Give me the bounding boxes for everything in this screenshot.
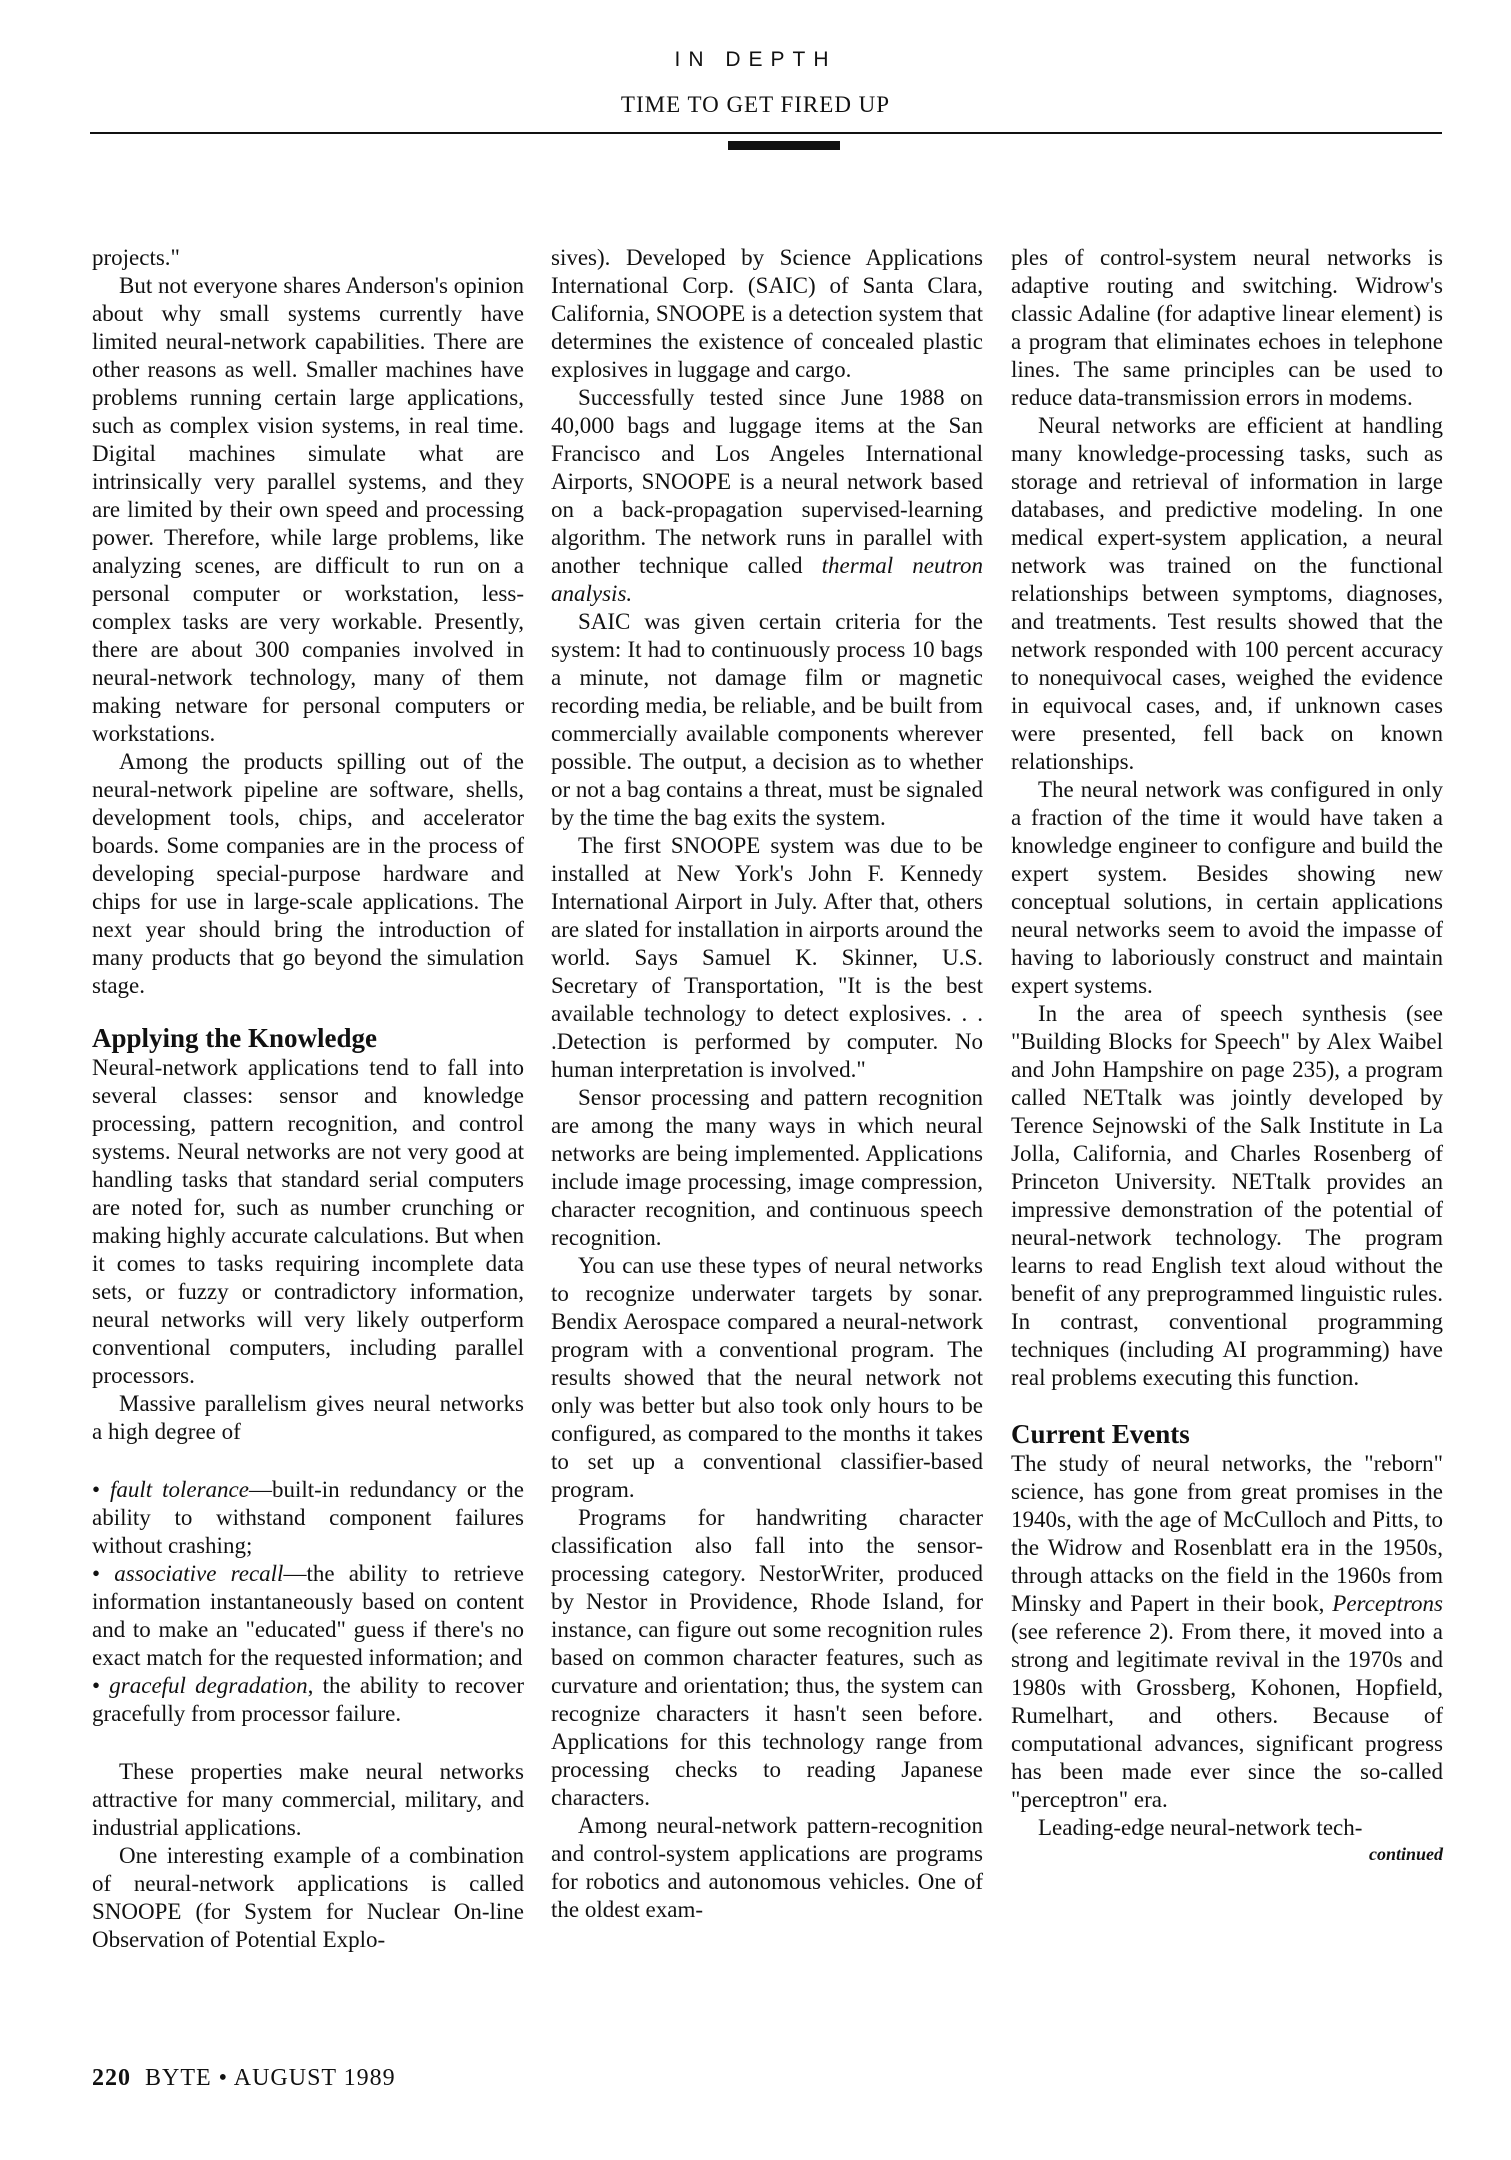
book-title: Perceptrons [1332,1591,1443,1616]
spacer [92,1446,524,1476]
paragraph: Programs for handwriting character classification also fall into the sensor-processing category. NestorWriter, produced by Nestor in Providence, Rhode Island, for instance, can figure out some recognition rules based on common character features, such as curvature and orientation; thus, the system can recognize characters it hasn't seen before. Applications for this technology range from processing checks to reading Japanese characters. [551,1505,983,1810]
bullet-text: , the ability to recover gracefully from processor failure. [92,1673,525,1726]
header-rule-accent [728,141,840,150]
bullet-term: associative recall [114,1561,284,1586]
page-header [0,0,1511,160]
paragraph: One interesting example of a combination of neural-network applications is called SNOOPE (for System for Nuclear On-line Observation of Potential Explo- [92,1843,524,1952]
page-footer [92,2065,396,2092]
paragraph: ples of control-system neural networks is adaptive routing and switching. Widrow's classic Adaline (for adaptive linear element) is a program that eliminates echoes in telephone lines. The same principles can be used to reduce data-transmission errors in modems. [1011,245,1443,410]
bullet-term: fault tolerance [109,1477,249,1502]
column-2 [551,244,983,1924]
paragraph: Massive parallelism gives neural networks a high degree of [92,1391,524,1444]
paragraph: The neural network was configured in only a fraction of the time it would have taken a knowledge engineer to configure and build the expert system. Besides showing new conceptual solutions, in certain applications neural networks seem to avoid the impasse of having to laboriously construct and maintain expert systems. [1011,777,1443,998]
section-heading: Applying the Knowledge [92,1023,378,1053]
column-3 [1011,244,1443,1866]
section-heading: Current Events [1011,1419,1190,1449]
paragraph: sives). Developed by Science Applications International Corp. (SAIC) of Santa Clara, California, SNOOPE is a detection system that determines the existence of concealed plastic explosives in luggage and cargo. [551,245,983,382]
page-number: 220 [92,2065,131,2091]
publication-info: BYTE • AUGUST 1989 [145,2065,396,2091]
header-rule [90,132,1442,134]
paragraph: These properties make neural networks attractive for many commercial, military, and industrial applications. [92,1759,524,1840]
section-kicker: IN DEPTH [674,48,837,71]
paragraph: You can use these types of neural networks to recognize underwater targets by sonar. Bendix Aerospace compared a neural-network program with a conventional program. The results showed that the neural network not only was better but also took only hours to be configured, as compared to the months it takes to set up a conventional classifier-based program. [551,1253,983,1502]
paragraph: Leading-edge neural-network tech- [1038,1815,1363,1840]
bullet-text: —built-in redundancy or the ability to withstand component failures without crashing; [92,1477,524,1558]
paragraph-text: Successfully tested since June 1988 on 40,000 bags and luggage items at the San Francisco and Los Angeles International Airports, SNOOPE is a neural network based on a back-propagation supervised-learning algorithm. The network runs in parallel with another technique called [551,385,983,578]
continued-label: continued [1368,1844,1443,1864]
italic-term: thermal neutron analysis. [551,553,984,606]
spacer [92,1728,524,1758]
paragraph [551,384,983,608]
bullet-item: • graceful degradation, the ability to recover gracefully from processor failure. [92,1673,525,1726]
bullet-term: graceful degradation [109,1673,308,1698]
bullet-item: • associative recall—the ability to retrieve information instantaneously based on content and to make an "educated" guess if there's no exact match for the requested information; and [92,1561,524,1670]
paragraph: Neural networks are efficient at handling many knowledge-processing tasks, such as storage and retrieval of information in large databases, and predictive modeling. In one medical expert-system application, a neural network was trained on the functional relationships between symptoms, diagnoses, and treatments. Test results showed that the network responded with 100 percent accuracy to nonequivocal cases, weighed the evidence in equivocal cases, and, if unknown cases were presented, fell back on known relationships. [1011,413,1443,774]
paragraph: The first SNOOPE system was due to be installed at New York's John F. Kennedy International Airport in July. After that, others are slated for installation in airports around the world. Says Samuel K. Skinner, U.S. Secretary of Transportation, "It is the best available technology to detect explosives. . . .Detection is performed by computer. No human interpretation is involved." [551,833,983,1082]
paragraph: SAIC was given certain criteria for the system: It had to continuously process 10 bags a minute, not damage film or magnetic recording media, be reliable, and be built from commercially available components wherever possible. The output, a decision as to whether or not a bag contains a threat, must be signaled by the time the bag exits the system. [551,609,983,830]
paragraph: Among neural-network pattern-recognition and control-system applications are programs for robotics and autonomous vehicles. One of the oldest exam- [551,1813,983,1922]
column-1 [92,244,524,1954]
paragraph: But not everyone shares Anderson's opinion about why small systems currently have limited neural-network capabilities. There are other reasons as well. Smaller machines have problems running certain large applications, such as complex vision systems, in real time. Digital machines simulate what are intrinsically very parallel systems, and they are limited by their own speed and processing power. Therefore, while large problems, like analyzing scenes, are difficult to run on a personal computer or workstation, less-complex tasks are very workable. Presently, there are about 300 companies involved in neural-network technology, many of them making netware for personal computers or workstations. [92,273,524,746]
paragraph: Neural-network applications tend to fall into several classes: sensor and knowledge processing, pattern recognition, and control systems. Neural networks are not very good at handling tasks that standard serial computers are noted for, such as number crunching or making highly accurate calculations. But when it comes to tasks requiring incomplete data sets, or fuzzy or contradictory information, neural networks will very likely outperform conventional computers, including parallel processors. [92,1055,524,1388]
bullet-text: —the ability to retrieve information instantaneously based on content and to make an "educated" guess if there's no exact match for the requested information; and [92,1561,524,1670]
paragraph: Among the products spilling out of the neural-network pipeline are software, shells, development tools, chips, and accelerator boards. Some companies are in the process of developing special-purpose hardware and chips for use in large-scale applications. The next year should bring the introduction of many products that go beyond the simulation stage. [92,749,524,998]
running-title: TIME TO GET FIRED UP [620,92,891,117]
paragraph: projects." [92,245,180,270]
paragraph-text: (see reference 2). From there, it moved into a strong and legitimate revival in the 1970s and 1980s with Grossberg, Kohonen, Hopfield, Rumelhart, and others. Because of computational advances, significant progress has been made ever since the so-called "perceptron" era. [1011,1619,1443,1812]
paragraph-text: The study of neural networks, the "reborn" science, has gone from great promises in the 1940s, with the age of McCulloch and Pitts, to the Widrow and Rosenblatt era in the 1950s, through attacks on the field in the 1960s from Minsky and Papert in their book, [1011,1451,1443,1616]
paragraph [1011,1450,1443,1814]
paragraph: In the area of speech synthesis (see "Building Blocks for Speech" by Alex Waibel and John Hampshire on page 235), a program called NETtalk was jointly developed by Terence Sejnowski of the Salk Institute in La Jolla, California, and Charles Rosenberg of Princeton University. NETtalk provides an impressive demonstration of the potential of neural-network technology. The program learns to read English text aloud without the benefit of any preprogrammed linguistic rules. In contrast, conventional programming techniques (including AI programming) have real problems executing this function. [1011,1001,1443,1390]
paragraph: Sensor processing and pattern recognition are among the many ways in which neural networks are being implemented. Applications include image processing, image compression, character recognition, and continuous speech recognition. [551,1085,983,1250]
bullet-item: • fault tolerance—built-in redundancy or the ability to withstand component failures without crashing; [92,1477,524,1558]
